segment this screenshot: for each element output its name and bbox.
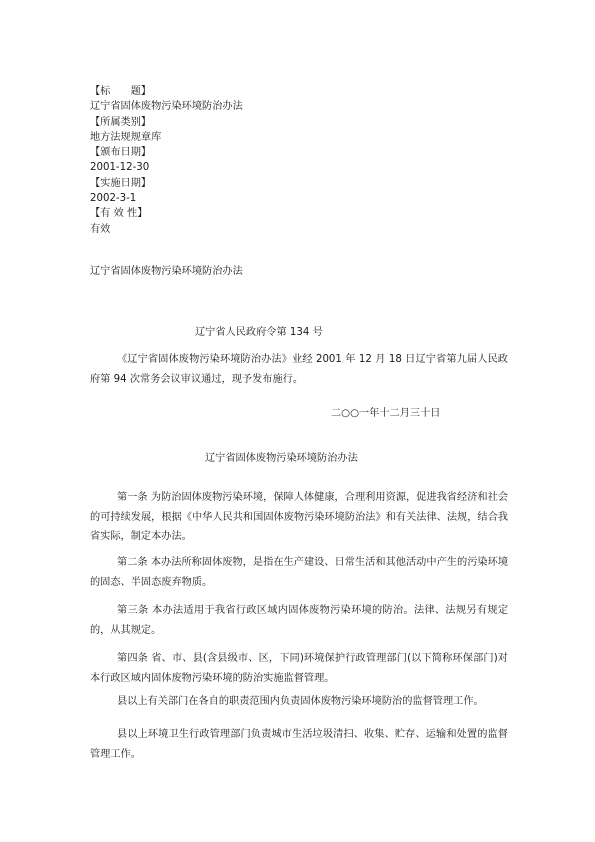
category-label: 【所属类别】 <box>90 116 152 128</box>
validity-label: 【有 效 性】 <box>90 208 148 220</box>
document-heading: 辽宁省固体废物污染环境防治办法 <box>90 266 243 277</box>
sign-date: 二○○一年十二月三十日 <box>331 408 441 419</box>
article-1: 第一条 为防治固体废物污染环境，保障人体健康，合理利用资源，促进我省经济和社会的可持续发展，根据《中华人民共和国固体废物污染环境防治法》和有关法律、法规，结合我省实际，制定本办法。 <box>90 492 508 542</box>
article-4-para-2: 县以上有关部门在各自的职责范围内负责固体废物污染环境防治的监督管理工作。 <box>117 696 484 707</box>
article-3: 第三条 本办法适用于我省行政区域内固体废物污染环境的防治。法律、法规另有规定的，从其规定。 <box>90 605 508 636</box>
category-value: 地方法规规章库 <box>90 131 162 143</box>
title-value: 辽宁省固体废物污染环境防治办法 <box>90 101 243 113</box>
intro-paragraph: 《辽宁省固体废物污染环境防治办法》业经 2001 年 12 月 18 日辽宁省第九届人民政府第 94 次常务会议审议通过，现予发布施行。 <box>90 354 508 385</box>
issue-date-label: 【颁布日期】 <box>90 147 152 159</box>
law-title: 辽宁省固体废物污染环境防治办法 <box>205 453 358 464</box>
issue-date-value: 2001-12-30 <box>90 162 150 174</box>
effective-date-value: 2002-3-1 <box>90 193 137 205</box>
metadata-block <box>90 84 243 237</box>
effective-date-label: 【实施日期】 <box>90 177 152 189</box>
validity-value: 有效 <box>90 223 111 235</box>
article-4: 第四条 省、市、县(含县级市、区，下同)环境保护行政管理部门(以下简称环保部门)对本行政区域内固体废物污染环境的防治实施监督管理。 <box>90 653 508 684</box>
decree-number: 辽宁省人民政府令第 134 号 <box>195 327 323 338</box>
title-label: 【标 题】 <box>90 86 152 97</box>
article-4-para-3: 县以上环境卫生行政管理部门负责城市生活垃圾清扫、收集、贮存、运输和处置的监督管理工作。 <box>90 729 508 760</box>
article-2: 第二条 本办法所称固体废物，是指在生产建设、日常生活和其他活动中产生的污染环境的固态、半固态废弃物质。 <box>90 557 508 588</box>
